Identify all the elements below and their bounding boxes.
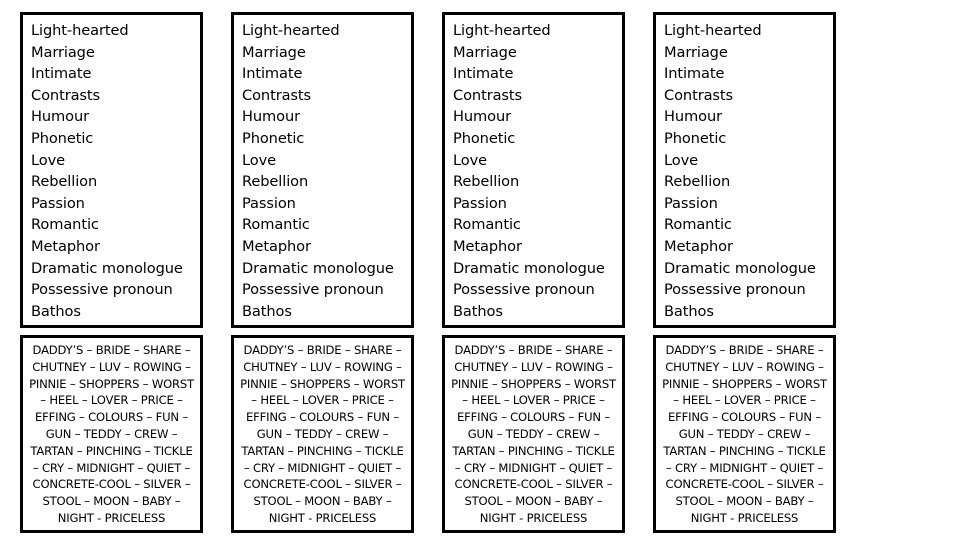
term-item: Love xyxy=(31,151,66,169)
term-item: Romantic xyxy=(31,216,99,234)
term-item: Passion xyxy=(664,194,718,212)
term-item: Romantic xyxy=(242,216,310,234)
words-card-1 xyxy=(20,335,203,533)
term-item: Bathos xyxy=(453,302,503,320)
term-item: Love xyxy=(664,151,699,169)
term-item: Contrasts xyxy=(664,86,734,104)
term-item: Possessive pronoun xyxy=(31,281,173,299)
term-item: Rebellion xyxy=(31,173,98,191)
terms-list xyxy=(656,15,833,322)
term-item: Marriage xyxy=(453,43,517,61)
term-item: Dramatic monologue xyxy=(242,259,394,277)
terms-list xyxy=(23,15,200,322)
words-card-2 xyxy=(231,335,414,533)
term-item: Phonetic xyxy=(664,129,727,147)
term-item: Humour xyxy=(31,108,90,126)
terms-list xyxy=(445,15,622,322)
term-item: Humour xyxy=(242,108,301,126)
term-item: Light-hearted xyxy=(242,22,340,39)
term-item: Dramatic monologue xyxy=(453,259,605,277)
term-item: Humour xyxy=(453,108,512,126)
term-item: Dramatic monologue xyxy=(664,259,816,277)
term-item: Phonetic xyxy=(453,129,516,147)
term-item: Metaphor xyxy=(664,237,733,255)
term-item: Light-hearted xyxy=(664,22,762,39)
terms-list xyxy=(234,15,411,322)
term-item: Contrasts xyxy=(242,86,312,104)
term-item: Bathos xyxy=(242,302,292,320)
term-item: Passion xyxy=(31,194,85,212)
word-list-text: DADDY’S – BRIDE – SHARE – CHUTNEY – LUV – ROWING – PINNIE – SHOPPERS – WORST – HEEL – LOVER – PRICE – EFFING – COLOURS – FUN – GUN – TEDDY – CREW – TARTAN – PINCHING – TICKLE – CRY – MIDNIGHT – QUIET – CONCRETE-COOL – SILVER – STOOL – MOON – BABY – NIGHT - PRICELESS xyxy=(662,343,827,525)
term-item: Marriage xyxy=(242,43,306,61)
term-item: Rebellion xyxy=(453,173,520,191)
terms-card-3 xyxy=(442,12,625,328)
term-item: Rebellion xyxy=(664,173,731,191)
term-item: Rebellion xyxy=(242,173,309,191)
term-item: Intimate xyxy=(31,65,92,83)
term-item: Love xyxy=(242,151,277,169)
term-item: Bathos xyxy=(31,302,81,320)
term-item: Phonetic xyxy=(31,129,94,147)
term-item: Dramatic monologue xyxy=(31,259,183,277)
term-item: Intimate xyxy=(453,65,514,83)
terms-card-1 xyxy=(20,12,203,328)
term-item: Metaphor xyxy=(453,237,522,255)
term-item: Phonetic xyxy=(242,129,305,147)
term-item: Intimate xyxy=(242,65,303,83)
term-item: Light-hearted xyxy=(31,22,129,39)
term-item: Romantic xyxy=(664,216,732,234)
term-item: Possessive pronoun xyxy=(242,281,384,299)
words-card-4 xyxy=(653,335,836,533)
term-item: Contrasts xyxy=(31,86,101,104)
term-item: Humour xyxy=(664,108,723,126)
term-item: Marriage xyxy=(31,43,95,61)
word-list-text: DADDY’S – BRIDE – SHARE – CHUTNEY – LUV – ROWING – PINNIE – SHOPPERS – WORST – HEEL – LOVER – PRICE – EFFING – COLOURS – FUN – GUN – TEDDY – CREW – TARTAN – PINCHING – TICKLE – CRY – MIDNIGHT – QUIET – CONCRETE-COOL – SILVER – STOOL – MOON – BABY – NIGHT - PRICELESS xyxy=(29,343,194,525)
terms-card-2 xyxy=(231,12,414,328)
term-item: Love xyxy=(453,151,488,169)
term-item: Intimate xyxy=(664,65,725,83)
terms-card-4 xyxy=(653,12,836,328)
term-item: Possessive pronoun xyxy=(664,281,806,299)
term-item: Contrasts xyxy=(453,86,523,104)
term-item: Metaphor xyxy=(31,237,100,255)
term-item: Passion xyxy=(242,194,296,212)
word-list-text: DADDY’S – BRIDE – SHARE – CHUTNEY – LUV – ROWING – PINNIE – SHOPPERS – WORST – HEEL – LOVER – PRICE – EFFING – COLOURS – FUN – GUN – TEDDY – CREW – TARTAN – PINCHING – TICKLE – CRY – MIDNIGHT – QUIET – CONCRETE-COOL – SILVER – STOOL – MOON – BABY – NIGHT - PRICELESS xyxy=(240,343,405,525)
term-item: Metaphor xyxy=(242,237,311,255)
term-item: Romantic xyxy=(453,216,521,234)
term-item: Possessive pronoun xyxy=(453,281,595,299)
term-item: Bathos xyxy=(664,302,714,320)
term-item: Light-hearted xyxy=(453,22,551,39)
words-card-3 xyxy=(442,335,625,533)
term-item: Marriage xyxy=(664,43,728,61)
term-item: Passion xyxy=(453,194,507,212)
word-list-text: DADDY’S – BRIDE – SHARE – CHUTNEY – LUV – ROWING – PINNIE – SHOPPERS – WORST – HEEL – LOVER – PRICE – EFFING – COLOURS – FUN – GUN – TEDDY – CREW – TARTAN – PINCHING – TICKLE – CRY – MIDNIGHT – QUIET – CONCRETE-COOL – SILVER – STOOL – MOON – BABY – NIGHT - PRICELESS xyxy=(451,343,616,525)
